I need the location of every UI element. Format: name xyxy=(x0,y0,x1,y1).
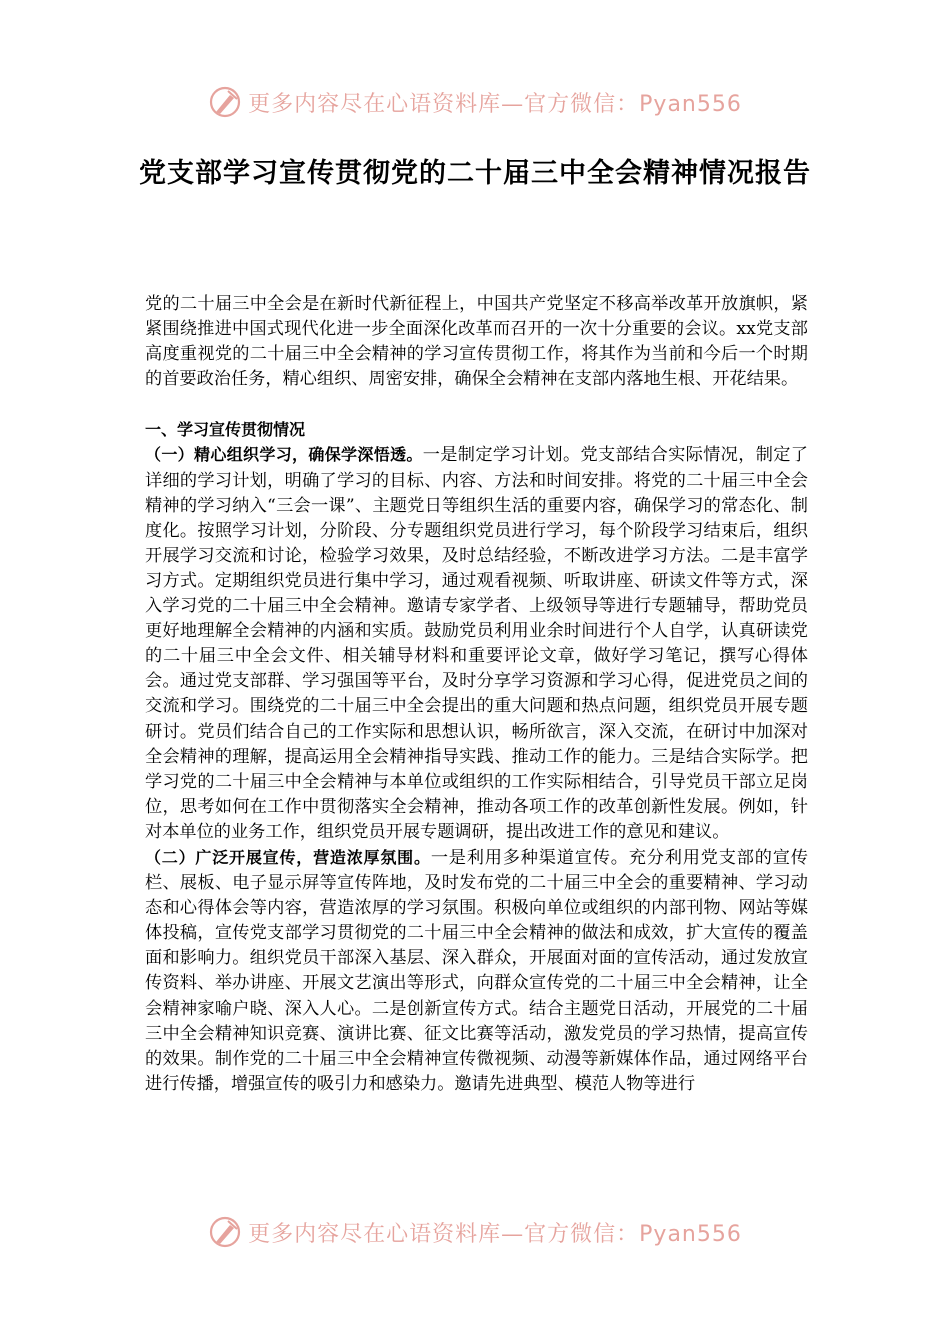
watermark-banner-bottom xyxy=(0,1212,950,1252)
paragraph-2-body: 一是利用多种渠道宣传。充分利用党支部的宣传栏、展板、电子显示屏等宣传阵地，及时发布党的二十届三中全会的重要精神、学习动态和心得体会等内容，营造浓厚的学习氛围。积极向单位或组织的内部刊物、网站等媒体投稿，宣传党支部学习贯彻党的二十届三中全会精神的做法和成效，扩大宣传的覆盖面和影响力。组织党员干部深入基层、深入群众，开展面对面的宣传活动，通过发放宣传资料、举办讲座、开展文艺演出等形式，向群众宣传党的二十届三中全会精神，让全会精神家喻户晓、深入人心。二是创新宣传方式。结合主题党日活动，开展党的二十届三中全会精神知识竞赛、演讲比赛、征文比赛等活动，激发党员的学习热情，提高宣传的效果。制作党的二十届三中全会精神宣传微视频、动漫等新媒体作品，通过网络平台进行传播，增强宣传的吸引力和感染力。邀请先进典型、模范人物等进行 xyxy=(145,847,808,1094)
watermark-text: 更多内容尽在心语资料库—官方微信：Pyan556 xyxy=(248,91,742,117)
pen-nib-circle-icon xyxy=(208,85,242,119)
paragraph-1-lead: （一）精心组织学习，确保学深悟透。 xyxy=(145,445,423,465)
intro-paragraph: 党的二十届三中全会是在新时代新征程上，中国共产党坚定不移高举改革开放旗帜，紧紧围绕推进中国式现代化进一步全面深化改革而召开的一次十分重要的会议。xx党支部高度重视党的二十届三中全会精神的学习宣传贯彻工作，将其作为当前和今后一个时期的首要政治任务，精心组织、周密安排，确保全会精神在支部内落地生根、开花结果。 xyxy=(145,294,808,390)
watermark-text: 更多内容尽在心语资料库—官方微信：Pyan556 xyxy=(248,1221,742,1247)
paragraph-2 xyxy=(145,845,808,1097)
document-title: 党支部学习宣传贯彻党的二十届三中全会精神情况报告 xyxy=(139,158,811,189)
paragraph-1 xyxy=(145,442,808,845)
document-body xyxy=(145,292,808,1097)
paragraph-2-lead: （二）广泛开展宣传，营造浓厚氛围。 xyxy=(145,847,431,867)
section-heading: 一、学习宣传贯彻情况 xyxy=(145,420,306,440)
paragraph-1-body: 一是制定学习计划。党支部结合实际情况，制定了详细的学习计划，明确了学习的目标、内容、方法和时间安排。将党的二十届三中全会精神的学习纳入“三会一课”、主题党日等组织生活的重要内容，确保学习的常态化、制度化。按照学习计划，分阶段、分专题组织党员进行学习，每个阶段学习结束后，组织开展学习交流和讨论，检验学习效果，及时总结经验，不断改进学习方法。二是丰富学习方式。定期组织党员进行集中学习，通过观看视频、听取讲座、研读文件等方式，深入学习党的二十届三中全会精神。邀请专家学者、上级领导等进行专题辅导，帮助党员更好地理解全会精神的内涵和实质。鼓励党员利用业余时间进行个人自学，认真研读党的二十届三中全会文件、相关辅导材料和重要评论文章，做好学习笔记，撰写心得体会。通过党支部群、学习强国等平台，及时分享学习资源和学习心得，促进党员之间的交流和学习。围绕党的二十届三中全会提出的重大问题和热点问题，组织党员开展专题研讨。党员们结合自己的工作实际和思想认识，畅所欲言，深入交流，在研讨中加深对全会精神的理解，提高运用全会精神指导实践、推动工作的能力。三是结合实际学。把学习党的二十届三中全会精神与本单位或组织的工作实际相结合，引导党员干部立足岗位，思考如何在工作中贯彻落实全会精神，推动各项工作的改革创新性发展。例如，针对本单位的业务工作，组织党员开展专题调研，提出改进工作的意见和建议。 xyxy=(145,445,808,842)
watermark-banner-top xyxy=(0,82,950,122)
pen-nib-circle-icon xyxy=(208,1215,242,1249)
